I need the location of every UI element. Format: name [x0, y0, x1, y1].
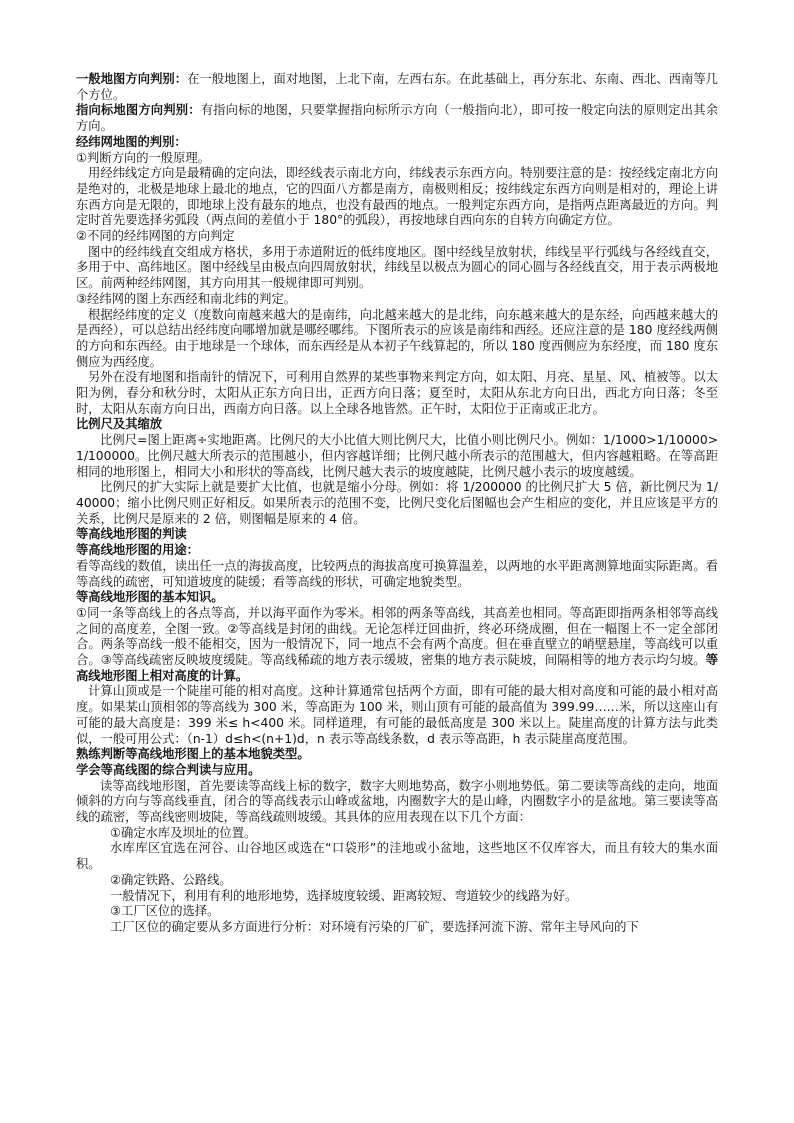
heading-general-map-direction: 一般地图方向判别：	[76, 72, 188, 86]
paragraph-relative-height: 计算山顶或是一个陡崖可能的相对高度。这种计算通常包括两个方面，即有可能的最大相对高度和可能的最小相对高度。如果某山顶相邻的等高线为 300 米，等高距为 100 米，则山顶有可能的最高值为 399.99……米，所以这座山有可能的最大高度是：399 米≤ h<400 米。同样道理，有可能的最低高度是 300 米以上。陡崖高度的计算方法与此类似，一般可用公式：（n-1）d≤h<(n+1)d，n 表示等高线条数，d 表示等高距，h 表示陡崖高度范围。	[76, 684, 718, 746]
item-general-principle: ①判断方向的一般原理。	[76, 150, 210, 165]
heading-compass-map-direction: 指向标地图方向判别：	[76, 103, 201, 118]
paragraph-contour-uses: 看等高线的数值，读出任一点的海拔高度，比较两点的海拔高度可换算温差，以两地的水平距离测算地面实际距离。看等高线的疏密，可知道坡度的陡缓；看等高线的形状，可确定地貌类型。	[76, 558, 718, 589]
document-page	[76, 72, 718, 936]
heading-contour-reading: 等高线地形图的判读	[76, 527, 187, 542]
paragraph-general-principle: 用经纬线定方向是最精确的定向法，即经线表示南北方向，纬线表示东西方向。特别要注意的是：按经线定南北方向是绝对的，北极是地球上最北的地点，它的四面八方都是南方，南极则相反；按纬线定东西方向则是相对的，理论上讲东西方向是无限的，即地球上没有最东的地点，也没有最西的地点。一般判定东西方向，是指两点距离最近的方向。判定时首先要选择劣弧段（两点间的差值小于 180°的弧段），再按地球自西向东的自转方向确定方位。	[76, 166, 718, 228]
item-factory: ③工厂区位的选择。	[110, 904, 220, 919]
paragraph-comprehensive-reading: 读等高线地形图，首先要读等高线上标的数字，数字大则地势高，数字小则地势低。第二要读等高线的走向，地面倾斜的方向与等高线垂直，闭合的等高线表示山峰或盆地，内圈数字大的是山峰，内圈数字小的是盆地。第三要读等高线的疏密，等高线密则坡陡，等高线疏则坡缓。其具体的应用表现在以下几个方面：	[76, 778, 718, 825]
heading-landform-types: 熟练判断等高线地形图上的基本地貌类型。	[76, 747, 310, 762]
text-general-map-direction: 在一般地图上，面对地图，上北下南，左西右东。在此基础上，再分东北、东南、西北、西南等几个方位。	[76, 72, 718, 102]
paragraph-longitude-latitude: 根据经纬度的定义（度数向南越来越大的是南纬，向北越来越大的是北纬，向东越来越大的是东经，向西越来越大的是西经），可以总结出经纬度向哪增加就是哪经哪纬。下图所表示的应该是南纬和西经。还应注意的是 180 度经线两侧的方向和东西经。由于地球是一个球体，而东西经是从本初子午线算起的，所以 180 度西侧应为东经度，而 180 度东侧应为西经度。	[76, 307, 718, 369]
item-railway: ②确定铁路、公路线。	[110, 872, 232, 887]
paragraph-general-map-direction	[76, 72, 718, 103]
heading-contour-uses: 等高线地形图的用途：	[76, 543, 199, 558]
paragraph-graticule-types: 图中的经纬线直交组成方格状，多用于赤道附近的低纬度地区。图中经线呈放射状，纬线呈平行弧线与各经线直交，多用于中、高纬地区。图中经线呈由极点向四周放射状，纬线呈以极点为圆心的同心圆与各经线直交，用于表示两极地区。前两种经纬网图，其方向用其一般规律即可判别。	[76, 244, 718, 291]
paragraph-natural-direction: 另外在没有地图和指南针的情况下，可利用自然界的某些事物来判定方向，如太阳、月亮、星星、风、植被等。以太阳为例，春分和秋分时，太阳从正东方向日出，正西方向日落；夏至时，太阳从东北方向日出，西北方向日落；冬至时，太阳从东南方向日出，西南方向日落。以上全球各地皆然。正午时，太阳位于正南或正北方。	[76, 370, 718, 416]
text-compass-map-direction: 有指向标的地图，只要掌握指向标所示方向（一般指向北），即可按一般定向法的原则定出其余方向。	[76, 103, 718, 134]
item-east-west-longitude: ③经纬网的图上东西经和南北纬的判定。	[76, 291, 297, 306]
heading-comprehensive-reading: 学会等高线图的综合判读与应用。	[76, 762, 261, 777]
paragraph-scale-enlarge: 比例尺的扩大实际上就是要扩大比值，也就是缩小分母。例如：将 1/200000 的比例尺扩大 5 倍，新比例尺为 1/40000；缩小比例尺则正好相反。如果所表示的范围不变，比例尺变化后图幅也会产生相应的变化，并且应该是平方的关系，比例尺是原来的 2 倍，则图幅是原来的 4 倍。	[76, 480, 718, 526]
paragraph-factory: 工厂区位的确定要从多方面进行分析：对环境有污染的厂矿，要选择河流下游、常年主导风向的下	[110, 919, 639, 934]
item-graticule-types: ②不同的经纬网图的方向判定	[76, 229, 235, 244]
paragraph-reservoir: 水库库区宜选在河谷、山谷地区或选在“口袋形”的洼地或小盆地，这些地区不仅库容大，而且有较大的集水面积。	[76, 841, 718, 872]
item-reservoir: ①确定水库及坝址的位置。	[110, 825, 257, 840]
heading-contour-basics: 等高线地形图的基本知识。	[76, 590, 224, 605]
text-contour-basics: ①同一条等高线上的各点等高，并以海平面作为零米。相邻的两条等高线，其高差也相同。等高距即指两条相邻等高线之间的高度差，全图一致。②等高线是封闭的曲线。无论怎样迂回曲折，终必环绕成圈，但在一幅图上不一定全部闭合。两条等高线一般不能相交，因为一般情况下，同一地点不会有两个高度。但在垂直壁立的峭壁悬崖，等高线可以重合。③等高线疏密反映坡度缓陡。等高线稀疏的地方表示缓坡，密集的地方表示陡坡，间隔相等的地方表示均匀坡。	[76, 605, 718, 668]
heading-scale: 比例尺及其缩放	[76, 417, 163, 432]
paragraph-railway: 一般情况下，利用有利的地形地势，选择坡度较缓、距离较短、弯道较少的线路为好。	[110, 888, 578, 903]
heading-relative-height: 等高线地形图上相对高度的计算。	[76, 653, 718, 683]
paragraph-contour-basics	[76, 606, 718, 685]
paragraph-compass-map-direction	[76, 103, 718, 134]
heading-graticule-map: 经纬网地图的判别：	[76, 134, 187, 149]
paragraph-scale-definition: 比例尺=图上距离÷实地距离。比例尺的大小比值大则比例尺大，比值小则比例尺小。例如：1/1000>1/10000>1/100000。比例尺越大所表示的范围越小，但内容越详细；比例尺越小所表示的范围越大，但内容越粗略。在等高距相同的地形图上，相同大小和形状的等高线，比例尺越大表示的坡度越陡，比例尺越小表示的坡度越缓。	[76, 433, 718, 479]
